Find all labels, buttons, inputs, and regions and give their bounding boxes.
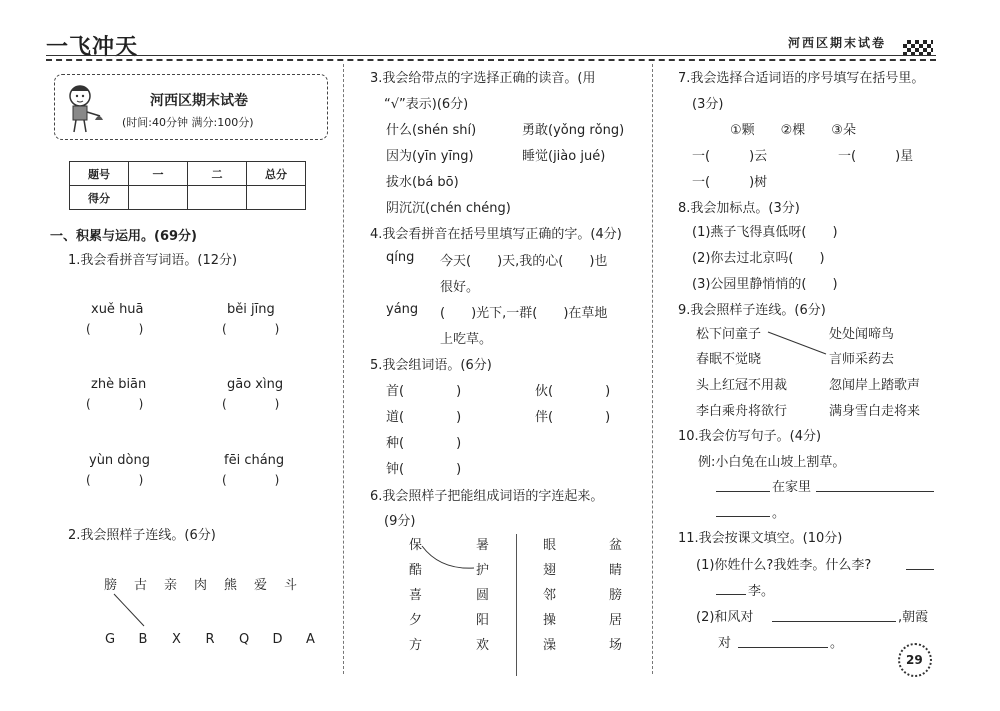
q2-example-line — [110, 592, 150, 628]
q11-line3-end: 。 — [830, 636, 844, 651]
q6-char[interactable]: 保 — [409, 538, 423, 553]
q2-letter[interactable]: X — [172, 632, 181, 647]
q6-char[interactable]: 夕 — [409, 613, 423, 628]
score-table-score-row — [70, 186, 306, 210]
exam-title: 河西区期末试卷 — [150, 93, 248, 109]
q10-label: 10.我会仿写句子。(4分) — [678, 429, 822, 444]
q5-item[interactable]: 伴( ) — [535, 410, 611, 425]
q8-item[interactable]: (3)公园里静悄悄的( ) — [692, 277, 838, 292]
q2-char[interactable]: 熊 — [224, 578, 238, 593]
q4-sentence: 很好。 — [440, 280, 480, 295]
q11-line3: 对 — [718, 636, 732, 651]
score-cell: 一 — [129, 162, 188, 186]
q2-letter[interactable]: Q — [239, 632, 250, 647]
q7-label: 7.我会选择合适词语的序号填写在括号里。 — [678, 71, 925, 86]
score-table — [69, 161, 306, 210]
q6-char[interactable]: 酷 — [409, 563, 423, 578]
q3-item[interactable]: 拔水(bá bō) — [386, 175, 459, 190]
checker-decoration — [903, 40, 933, 56]
q8-label: 8.我会加标点。(3分) — [678, 201, 800, 216]
q9-label: 9.我会照样子连线。(6分) — [678, 303, 826, 318]
q2-char[interactable]: 爱 — [254, 578, 268, 593]
q1-answer-blank[interactable]: ( ) — [86, 322, 144, 336]
q6-char[interactable]: 盆 — [609, 538, 623, 553]
q9-right-item[interactable]: 满身雪白走将来 — [829, 404, 921, 419]
score-cell: 二 — [188, 162, 247, 186]
q2-char-row — [104, 574, 314, 593]
q2-char[interactable]: 膀 — [104, 578, 118, 593]
q10-period: 。 — [772, 506, 786, 521]
q6-label: 6.我会照样子把能组成词语的字连起来。 — [370, 489, 604, 504]
q1-answer-blank[interactable]: ( ) — [222, 322, 280, 336]
brand-logo: 一飞冲天 — [46, 34, 139, 60]
score-cell: 得分 — [70, 186, 129, 210]
q6-char[interactable]: 欢 — [476, 638, 490, 653]
q11-label: 11.我会按课文填空。(10分) — [678, 531, 843, 546]
q6-char[interactable]: 邻 — [543, 588, 557, 603]
q7-blank[interactable]: 一( )云 — [692, 149, 768, 164]
q6-char[interactable]: 眼 — [543, 538, 557, 553]
score-table-header-row — [70, 162, 306, 186]
q9-left-item[interactable]: 李白乘舟将欲行 — [696, 404, 788, 419]
column-divider-1 — [343, 64, 344, 674]
q11-line1-end: 李。 — [748, 584, 775, 599]
q6-char[interactable]: 操 — [543, 613, 557, 628]
q2-char[interactable]: 斗 — [284, 578, 298, 593]
q1-answer-blank[interactable]: ( ) — [86, 473, 144, 487]
q11-blank-line[interactable] — [738, 647, 828, 648]
q2-letter[interactable]: D — [272, 632, 283, 647]
q2-label: 2.我会照样子连线。(6分) — [68, 528, 216, 543]
q5-label: 5.我会组词语。(6分) — [370, 358, 492, 373]
q11-line1: (1)你姓什么?我姓李。什么李? — [696, 558, 872, 573]
q2-letter[interactable]: B — [138, 632, 148, 647]
q9-right-item[interactable]: 处处闻啼鸟 — [829, 327, 895, 342]
q7-blank[interactable]: 一( )星 — [838, 149, 914, 164]
q2-letter[interactable]: R — [205, 632, 215, 647]
score-input-cell[interactable] — [188, 186, 247, 210]
q4-pinyin: qíng — [386, 250, 415, 265]
score-input-cell[interactable] — [129, 186, 188, 210]
q6-example-line — [420, 540, 478, 574]
q6-char[interactable]: 居 — [609, 613, 623, 628]
q9-right-item[interactable]: 忽闻岸上踏歌声 — [829, 378, 921, 393]
q7-score: (3分) — [692, 97, 724, 112]
exam-subtitle: (时间:40分钟 满分:100分) — [122, 116, 254, 129]
q1-answer-blank[interactable]: ( ) — [222, 397, 280, 411]
q3-item[interactable]: 什么(shén shí) — [386, 123, 477, 138]
q1-answer-blank[interactable]: ( ) — [86, 397, 144, 411]
q9-left-item[interactable]: 春眠不觉晓 — [696, 352, 762, 367]
score-input-cell[interactable] — [247, 186, 306, 210]
q4-pinyin: yáng — [386, 302, 419, 317]
q7-options: ①颗 ②棵 ③朵 — [730, 123, 856, 138]
q6-char[interactable]: 喜 — [409, 588, 423, 603]
q3-item[interactable]: 睡觉(jiào jué) — [522, 149, 606, 164]
q11-blank-line[interactable] — [906, 569, 934, 570]
score-cell: 题号 — [70, 162, 129, 186]
q9-left-item[interactable]: 头上红冠不用裁 — [696, 378, 788, 393]
q2-char[interactable]: 肉 — [194, 578, 208, 593]
q9-example-line — [766, 330, 830, 358]
q5-item[interactable]: 首( ) — [386, 384, 462, 399]
q3-item[interactable]: 因为(yīn yīng) — [386, 149, 474, 164]
q1-pinyin: xuě huā — [91, 302, 144, 317]
q10-blank-line[interactable] — [716, 491, 770, 492]
q9-right-item[interactable]: 言师采药去 — [829, 352, 895, 367]
q11-blank-line[interactable] — [772, 621, 896, 622]
q10-blank-line[interactable] — [816, 491, 934, 492]
q5-item[interactable]: 钟( ) — [386, 462, 462, 477]
q9-left-item[interactable]: 松下问童子 — [696, 327, 762, 342]
q1-label: 1.我会看拼音写词语。(12分) — [68, 253, 238, 268]
q6-char[interactable]: 翅 — [543, 563, 557, 578]
q5-item[interactable]: 伙( ) — [535, 384, 611, 399]
q10-blank-line[interactable] — [716, 516, 770, 517]
header-exam-title: 河西区期末试卷 — [788, 36, 887, 50]
q1-pinyin: zhè biān — [91, 377, 147, 392]
q6-char[interactable]: 圆 — [476, 588, 490, 603]
q6-char[interactable]: 护 — [476, 563, 490, 578]
boy-illustration — [62, 82, 106, 134]
q6-char[interactable]: 阳 — [476, 613, 490, 628]
q11-line2: (2)和风对 — [696, 610, 754, 625]
q1-pinyin: gāo xìng — [227, 377, 284, 392]
q7-blank[interactable]: 一( )树 — [692, 175, 768, 190]
header-rule — [46, 55, 936, 56]
q2-letter[interactable]: G — [105, 632, 116, 647]
column-divider-2 — [652, 64, 653, 674]
q6-char[interactable]: 方 — [409, 638, 423, 653]
q10-example: 例:小白兔在山坡上割草。 — [698, 455, 846, 470]
q3-label: 3.我会给带点的字选择正确的读音。(用 — [370, 71, 596, 86]
q4-sentence: 上吃草。 — [440, 332, 493, 347]
q3-item[interactable]: 阴沉沉(chén chéng) — [386, 201, 511, 216]
score-cell: 总分 — [247, 162, 306, 186]
q1-pinyin: fēi cháng — [224, 453, 285, 468]
section1-heading: 一、积累与运用。(69分) — [50, 229, 197, 244]
q10-blank-text: 在家里 — [772, 480, 812, 495]
q8-item[interactable]: (2)你去过北京吗( ) — [692, 251, 825, 266]
q1-answer-blank[interactable]: ( ) — [222, 473, 280, 487]
q4-sentence[interactable]: 今天( )天,我的心( )也 — [440, 254, 608, 269]
q6-char[interactable]: 场 — [609, 638, 623, 653]
q6-char[interactable]: 暑 — [476, 538, 490, 553]
header-dashed-rule — [46, 59, 936, 61]
q5-item[interactable]: 道( ) — [386, 410, 462, 425]
q6-divider — [516, 534, 517, 676]
q3-item[interactable]: 勇敢(yǒng rǒng) — [522, 123, 625, 138]
q6-char[interactable]: 睛 — [609, 563, 623, 578]
q2-char[interactable]: 古 — [134, 578, 148, 593]
q4-label: 4.我会看拼音在括号里填写正确的字。(4分) — [370, 227, 622, 242]
q2-letter[interactable]: A — [306, 632, 315, 647]
q2-char[interactable]: 亲 — [164, 578, 178, 593]
q1-pinyin: yùn dòng — [89, 453, 151, 468]
q1-pinyin: běi jīng — [227, 302, 275, 317]
q6-score: (9分) — [384, 514, 416, 529]
q11-blank-line[interactable] — [716, 594, 746, 595]
q4-sentence[interactable]: ( )光下,一群( )在草地 — [440, 306, 608, 321]
q11-line2-end: ,朝霞 — [898, 610, 929, 625]
q2-letter-row — [105, 632, 340, 647]
q8-item[interactable]: (1)燕子飞得真低呀( ) — [692, 225, 838, 240]
q6-char[interactable]: 膀 — [609, 588, 623, 603]
q3-label-cont: “√”表示)(6分) — [384, 97, 469, 112]
q5-item[interactable]: 种( ) — [386, 436, 462, 451]
q6-char[interactable]: 澡 — [543, 638, 557, 653]
page-number: 29 — [906, 653, 923, 667]
